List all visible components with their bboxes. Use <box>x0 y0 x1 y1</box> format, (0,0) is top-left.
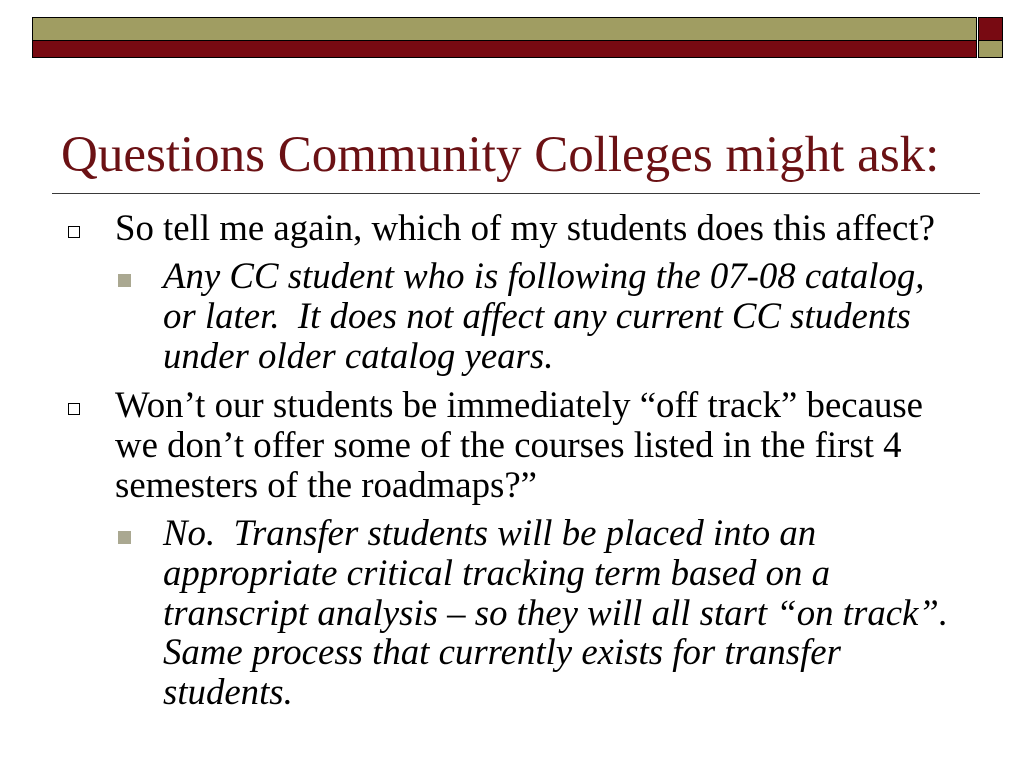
filled-square-bullet-icon <box>118 274 131 287</box>
bullet-text-line: we don’t offer some of the courses listed in the first 4 <box>115 423 902 465</box>
header-bar-olive <box>32 17 977 41</box>
sub-bullet-item <box>0 513 1024 712</box>
slide-title: Questions Community Colleges might ask: <box>61 127 940 183</box>
bullet-text-line: So tell me again, which of my students does this affect? <box>115 207 935 248</box>
bullet-text-line: No. Transfer students will be placed into an <box>163 512 817 553</box>
hollow-square-bullet-icon <box>68 403 80 415</box>
bullet-text-line: Same process that currently exists for transfer <box>163 631 841 673</box>
bullet-text <box>115 208 1024 248</box>
bullet-text-line: semesters of the roadmaps?” <box>115 463 537 505</box>
bullet-item <box>0 208 1024 248</box>
bullet-text-line: under older catalog years. <box>163 334 554 376</box>
bullet-text-line: or later. It does not affect any current CC students <box>163 294 911 336</box>
bullet-item <box>0 385 1024 504</box>
bullet-text-line: transcript analysis – so they will all start “on track”. <box>163 591 949 633</box>
bullet-text-line: students. <box>163 671 293 713</box>
title-divider <box>52 193 980 194</box>
header-square-maroon <box>978 17 1003 41</box>
bullet-text-line: appropriate critical tracking term based on a <box>163 551 831 593</box>
hollow-square-bullet-icon <box>68 226 80 238</box>
sub-bullet-text <box>163 513 1024 712</box>
sub-bullet-text <box>163 256 1024 375</box>
filled-square-bullet-icon <box>118 531 131 544</box>
bullet-text-line: Won’t our students be immediately “off track” because <box>115 384 924 425</box>
sub-bullet-item <box>0 256 1024 375</box>
bullet-text-line: Any CC student who is following the 07-08 catalog, <box>163 255 925 296</box>
header-square-olive <box>978 40 1003 58</box>
header-bar-maroon <box>32 40 977 58</box>
bullet-text <box>115 385 1024 504</box>
